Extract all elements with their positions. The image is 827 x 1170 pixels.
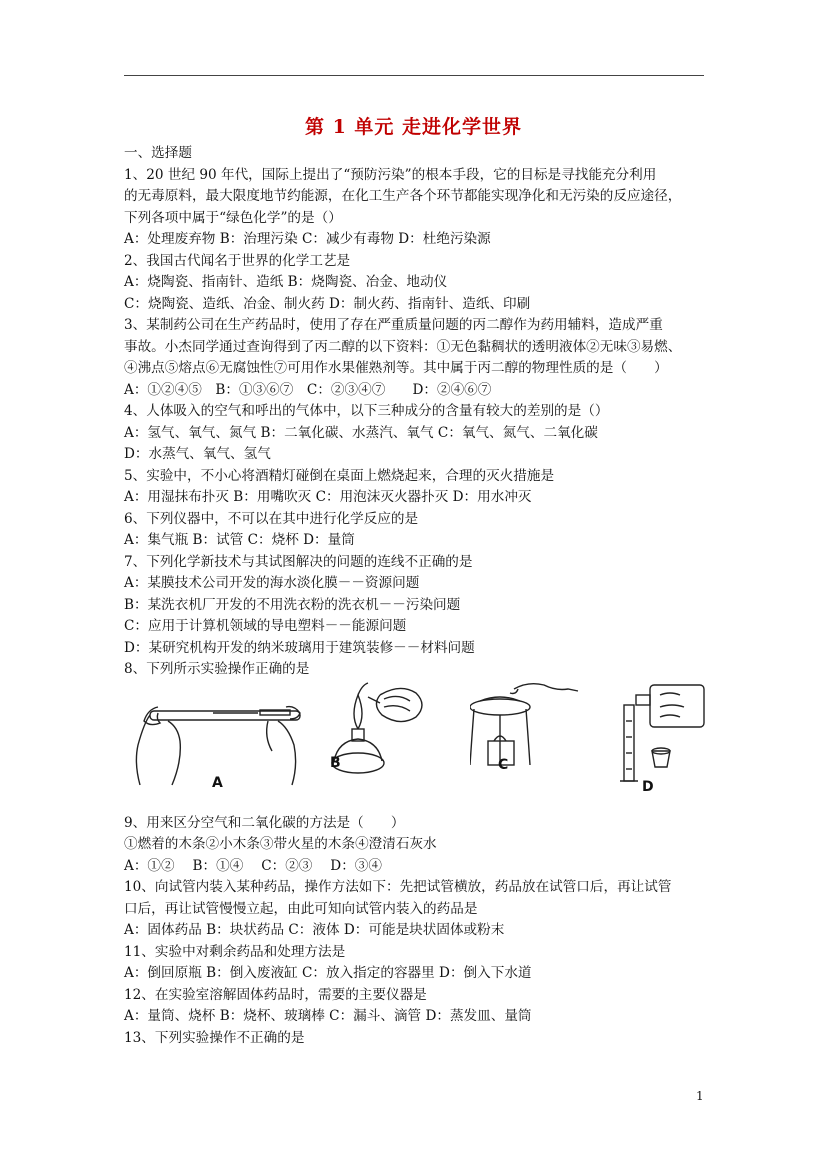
text-line: 8、下列所示实验操作正确的是 xyxy=(124,661,310,677)
questions-9-13 xyxy=(124,813,714,1050)
experiment-figures xyxy=(124,681,714,813)
text-line: 3、某制药公司在生产药品时，使用了存在严重质量问题的丙二醇作为药用辅料，造成严重 xyxy=(124,317,663,333)
text-line: A：①② B：①④ C：②③ D：③④ xyxy=(124,857,382,874)
text-line: 6、下列仪器中，不可以在其中进行化学反应的是 xyxy=(124,510,419,527)
text-line: 一、选择题 xyxy=(124,145,192,161)
text-line: A：①②④⑤ B：①③⑥⑦ C：②③④⑦ D：②④⑥⑦ xyxy=(124,381,492,398)
text-line: ①燃着的木条②小木条③带火星的木条④澄清石灰水 xyxy=(124,836,437,852)
text-line: 13、下列实验操作不正确的是 xyxy=(124,1029,305,1046)
figure-b-label: B xyxy=(330,754,341,771)
text-line: 口后，再让试管慢慢立起，由此可知向试管内装入的药品是 xyxy=(124,900,478,917)
header-rule xyxy=(124,75,704,76)
text-line: A：氢气、氧气、氮气 B：二氧化碳、水蒸汽、氧气 C：氧气、氮气、二氧化碳 xyxy=(124,424,598,441)
text-line: A：烧陶瓷、指南针、造纸 B：烧陶瓷、冶金、地动仪 xyxy=(124,274,448,290)
text-line: 9、用来区分空气和二氧化碳的方法是（ ） xyxy=(124,814,405,831)
text-line: D：某研究机构开发的纳米玻璃用于建筑装修－－材料问题 xyxy=(124,639,475,656)
text-line: 事故。小杰同学通过查询得到了丙二醇的以下资料：①无色黏稠状的透明液体②无味③易燃、 xyxy=(124,338,682,355)
text-line: 1、20 世纪 90 年代，国际上提出了“预防污染”的根本手段，它的目标是寻找能充分利用 xyxy=(124,166,657,183)
text-line: 7、下列化学新技术与其试图解决的问题的连线不正确的是 xyxy=(124,553,473,570)
figure-a xyxy=(128,681,308,791)
text-line: 12、在实验室溶解固体药品时，需要的主要仪器是 xyxy=(124,986,427,1003)
graduated-cylinder-illustration xyxy=(614,681,714,801)
text-line: A：集气瓶 B：试管 C：烧杯 D：量筒 xyxy=(124,532,355,548)
text-line: 4、人体吸入的空气和呼出的气体中，以下三种成分的含量有较大的差别的是（） xyxy=(124,403,609,419)
text-line: D：水蒸气、氧气、氢气 xyxy=(124,446,271,462)
text-line: ④沸点⑤熔点⑥无腐蚀性⑦可用作水果催熟剂等。其中属于丙二醇的物理性质的是（ ） xyxy=(124,360,668,376)
page-number: 1 xyxy=(696,1089,704,1103)
page-title: 第 1 单元 走进化学世界 xyxy=(304,116,523,138)
text-line: A：固体药品 B：块状药品 C：液体 D：可能是块状固体或粉末 xyxy=(124,922,505,938)
tripod-dish-illustration xyxy=(470,681,590,781)
figure-d-label: D xyxy=(642,778,654,795)
figure-c xyxy=(470,681,590,781)
text-line: B：某洗衣机厂开发的不用洗衣粉的洗衣机－－污染问题 xyxy=(124,596,461,613)
text-line: A：倒回原瓶 B：倒入废液缸 C：放入指定的容器里 D：倒入下水道 xyxy=(124,965,532,981)
text-line: A：用湿抹布扑灭 B：用嘴吹灭 C：用泡沫灭火器扑灭 D：用水冲灭 xyxy=(124,489,532,505)
figure-b xyxy=(318,681,438,781)
document-body xyxy=(124,143,714,1049)
text-line: C：烧陶瓷、造纸、冶金、制火药 D：制火药、指南针、造纸、印刷 xyxy=(124,295,531,312)
questions-1-8 xyxy=(124,143,714,681)
text-line: 的无毒原料，最大限度地节约能源，在化工生产各个环节都能实现净化和无污染的反应途径， xyxy=(124,188,682,204)
figure-c-label: C xyxy=(498,756,509,773)
figure-a-label: A xyxy=(212,774,223,791)
text-line: 2、我国古代闻名于世界的化学工艺是 xyxy=(124,252,351,269)
text-line: A：量筒、烧杯 B：烧杯、玻璃棒 C：漏斗、滴管 D：蒸发皿、量筒 xyxy=(124,1008,532,1024)
text-line: C：应用于计算机领域的导电塑料－－能源问题 xyxy=(124,618,407,634)
text-line: 5、实验中，不小心将酒精灯碰倒在桌面上燃烧起来，合理的灭火措施是 xyxy=(124,467,555,484)
figure-d xyxy=(614,681,714,801)
text-line: 11、实验中对剩余药品和处理方法是 xyxy=(124,943,346,960)
text-line: A：某膜技术公司开发的海水淡化膜－－资源问题 xyxy=(124,575,420,591)
text-line: 下列各项中属于“绿色化学”的是（） xyxy=(124,209,342,226)
text-line: A：处理废弃物 B：治理污染 C：减少有毒物 D：杜绝污染源 xyxy=(124,231,491,247)
text-line: 10、向试管内装入某种药品，操作方法如下：先把试管横放，药品放在试管口后，再让试管 xyxy=(124,879,672,895)
